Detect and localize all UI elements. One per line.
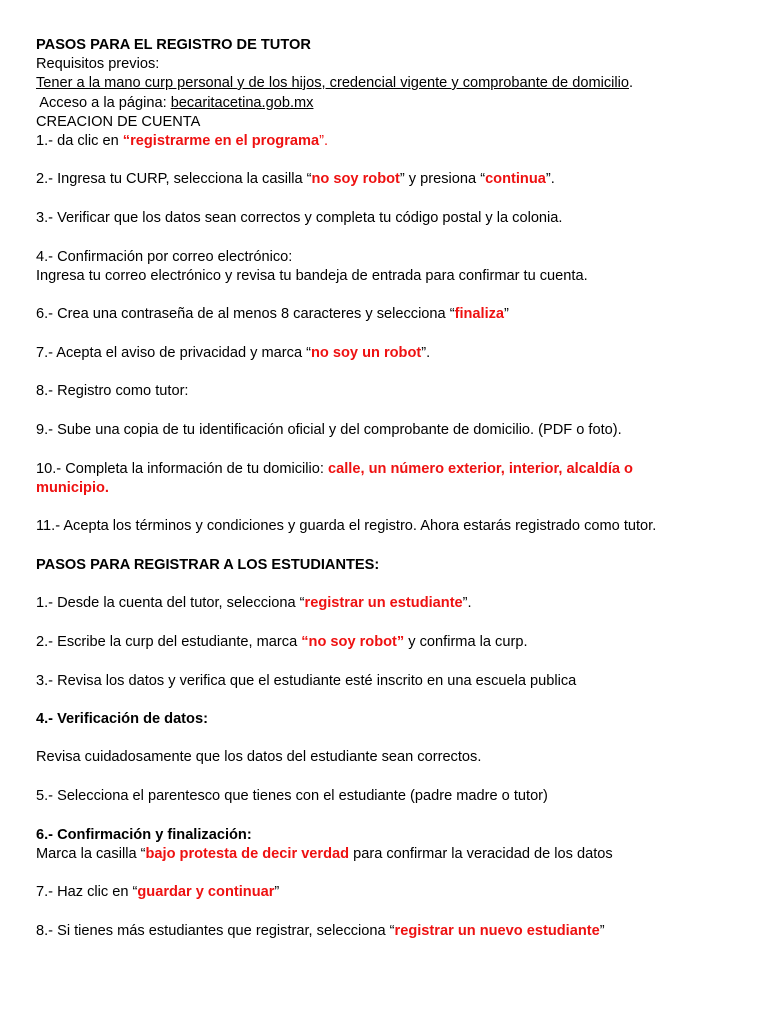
tutor-step-2: [36, 170, 555, 189]
step-text: ” y presiona “: [399, 171, 486, 187]
tutor-step-3: 3.- Verificar que los datos sean correctos y completa tu código postal y la colonia.: [36, 210, 563, 226]
step-highlight: finaliza: [454, 306, 505, 322]
step-text-end: ”.: [545, 171, 555, 187]
step-highlight: “registrarme en el programa: [122, 133, 320, 149]
tutor-step-4-text: Ingresa tu correo electrónico y revisa tu bandeja de entrada para confirmar tu cuenta.: [36, 268, 588, 284]
tutor-step-4-title: 4.- Confirmación por correo electrónico:: [36, 249, 293, 265]
estudiante-step-7: [36, 883, 279, 902]
step-text-end: ”: [274, 884, 280, 900]
tutor-step-10: [36, 460, 676, 498]
step-text: 6.- Crea una contraseña de al menos 8 caracteres y selecciona “: [36, 306, 455, 322]
estudiante-step-4-text: Revisa cuidadosamente que los datos del estudiante sean correctos.: [36, 749, 482, 765]
tutor-step-6: [36, 305, 509, 324]
tutor-step-9: 9.- Sube una copia de tu identificación oficial y del comprobante de domicilio. (PDF o foto).: [36, 422, 622, 438]
tutor-step-7: [36, 344, 430, 363]
estudiante-step-5: 5.- Selecciona el parentesco que tienes con el estudiante (padre madre o tutor): [36, 788, 548, 804]
acceso-url-link[interactable]: becaritacetina.gob.mx: [170, 95, 314, 111]
estudiante-step-1: [36, 594, 472, 613]
step-text-end: ”.: [319, 133, 329, 149]
step-text: 7.- Haz clic en “: [36, 884, 138, 900]
step-text: 1.- Desde la cuenta del tutor, selecciona “: [36, 595, 305, 611]
step-highlight: guardar y continuar: [137, 884, 275, 900]
estudiante-step-4-title: 4.- Verificación de datos:: [36, 711, 208, 727]
estudiantes-title: PASOS PARA REGISTRAR A LOS ESTUDIANTES:: [36, 557, 380, 573]
estudiante-step-2: [36, 633, 528, 652]
tutor-step-11: 11.- Acepta los términos y condiciones y guarda el registro. Ahora estarás registrado como tutor.: [36, 518, 657, 534]
step-text: 7.- Acepta el aviso de privacidad y marca “: [36, 345, 311, 361]
requisitos-end: .: [629, 75, 634, 91]
creacion-label: CREACION DE CUENTA: [36, 114, 201, 130]
step-text: 10.- Completa la información de tu domicilio:: [36, 461, 329, 477]
step-highlight: registrar un estudiante: [304, 595, 463, 611]
requisitos-line: [36, 74, 633, 93]
step-highlight: no soy robot: [311, 171, 400, 187]
requisitos-text: Tener a la mano curp personal y de los hijos, credencial vigente y comprobante de domicilio: [36, 75, 629, 91]
step-highlight: no soy un robot: [310, 345, 422, 361]
step-text: 2.- Escribe la curp del estudiante, marca: [36, 634, 302, 650]
estudiante-step-8: [36, 922, 605, 941]
step-text: Marca la casilla “: [36, 846, 146, 862]
tutor-title: PASOS PARA EL REGISTRO DE TUTOR: [36, 37, 311, 53]
step-text-end: y confirma la curp.: [404, 634, 528, 650]
step-text-end: para confirmar la veracidad de los datos: [349, 846, 613, 862]
estudiante-step-3: 3.- Revisa los datos y verifica que el estudiante esté inscrito en una escuela publica: [36, 673, 577, 689]
tutor-step-8: 8.- Registro como tutor:: [36, 383, 189, 399]
step-text-end: ”.: [462, 595, 472, 611]
requisitos-label: Requisitos previos:: [36, 56, 160, 72]
step-text: 1.- da clic en: [36, 133, 123, 149]
acceso-line: [36, 94, 313, 113]
estudiante-step-6-title: 6.- Confirmación y finalización:: [36, 827, 252, 843]
acceso-label: Acceso a la página:: [36, 95, 171, 111]
step-highlight: bajo protesta de decir verdad: [145, 846, 350, 862]
step-text-end: ”: [599, 923, 605, 939]
step-text: 2.- Ingresa tu CURP, selecciona la casilla “: [36, 171, 312, 187]
step-highlight: calle, un número exterior, interior, alcaldía o municipio.: [36, 461, 633, 496]
tutor-step-1: [36, 132, 328, 151]
step-text-end: ”: [504, 306, 509, 322]
step-highlight: continua: [485, 171, 546, 187]
step-text: 8.- Si tienes más estudiantes que registrar, selecciona “: [36, 923, 395, 939]
estudiante-step-6-text: [36, 845, 613, 864]
step-text-end: ”.: [421, 345, 431, 361]
step-highlight: “no soy robot”: [301, 634, 405, 650]
step-highlight: registrar un nuevo estudiante: [394, 923, 600, 939]
